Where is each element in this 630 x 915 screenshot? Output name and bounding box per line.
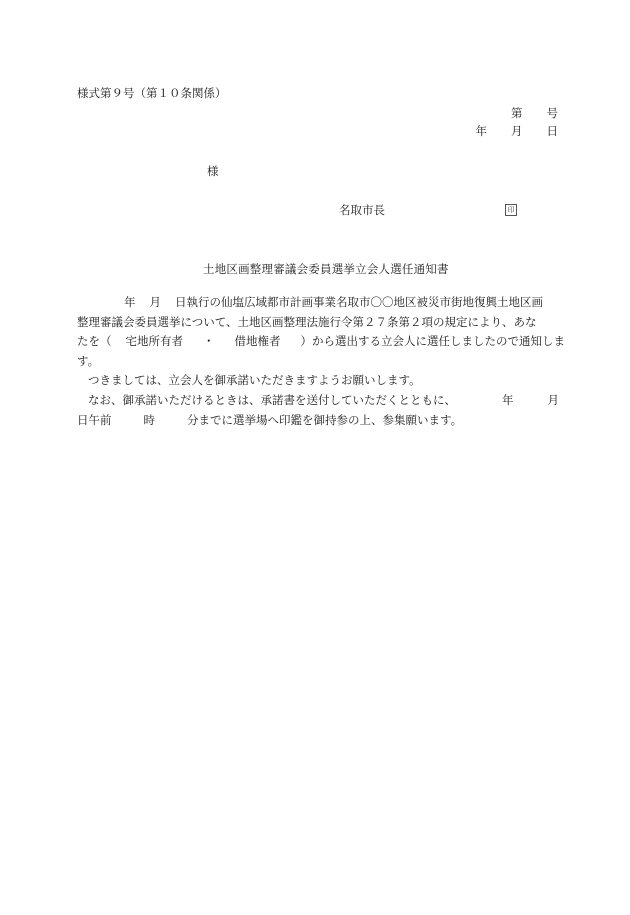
attendance-instructions: 分までに選挙場へ印鑑を御持参の上、参集願います。 bbox=[187, 412, 463, 427]
body-line-3-close: ）から選出する立会人に選任しましたので通知しま bbox=[300, 334, 565, 349]
date-month: 月 bbox=[511, 124, 523, 138]
body-paragraph-2 bbox=[77, 371, 555, 391]
option-landowner: 宅地所有者 bbox=[125, 334, 183, 349]
date-year: 年 bbox=[475, 124, 487, 138]
body-line-3 bbox=[77, 332, 565, 352]
body-paragraph-3-line-2 bbox=[77, 411, 555, 431]
attendance-year: 年 bbox=[502, 392, 514, 407]
document-title: 土地区画整理審議会委員選挙立会人選任通知書 bbox=[203, 262, 449, 276]
body-line-1-text: 日執行の仙塩広域都市計画事業名取市〇〇地区被災市街地復興土地区画 bbox=[175, 295, 543, 309]
sender-title: 名取市長 bbox=[339, 203, 385, 217]
body-month: 月 bbox=[149, 295, 161, 309]
option-leaseholder: 借地権者 bbox=[234, 334, 281, 349]
addressee-honorific: 様 bbox=[207, 164, 219, 178]
body-paragraph-3-text: なお、御承諾いただけるときは、承諾書を送付していただくとともに、 bbox=[88, 392, 456, 407]
date-day: 日 bbox=[546, 124, 558, 138]
body-paragraph-3-line-1 bbox=[77, 391, 559, 411]
body-line-2: 整理審議会委員選挙について、土地区画整理法施行令第２７条第２項の規定により、あな bbox=[77, 314, 537, 329]
attendance-hour: 時 bbox=[143, 412, 155, 427]
seal-mark: 印 bbox=[505, 204, 517, 216]
form-number-label: 様式第９号（第１０条関係） bbox=[77, 86, 227, 100]
notice-body bbox=[77, 293, 565, 430]
document-number-line bbox=[511, 106, 558, 120]
option-separator: ・ bbox=[203, 334, 215, 349]
attendance-month: 月 bbox=[547, 392, 559, 407]
body-paragraph-2-text: つきましては、立会人を御承諾いただきますようお願いします。 bbox=[88, 373, 421, 388]
number-prefix: 第 bbox=[511, 106, 523, 120]
body-line-3-open: たを（ bbox=[77, 334, 112, 349]
body-year: 年 bbox=[124, 295, 136, 309]
body-line-1 bbox=[77, 293, 555, 313]
number-suffix: 号 bbox=[546, 106, 558, 120]
body-line-4: す。 bbox=[77, 353, 100, 368]
attendance-day-am: 日午前 bbox=[77, 412, 112, 427]
document-date-line bbox=[476, 124, 559, 138]
